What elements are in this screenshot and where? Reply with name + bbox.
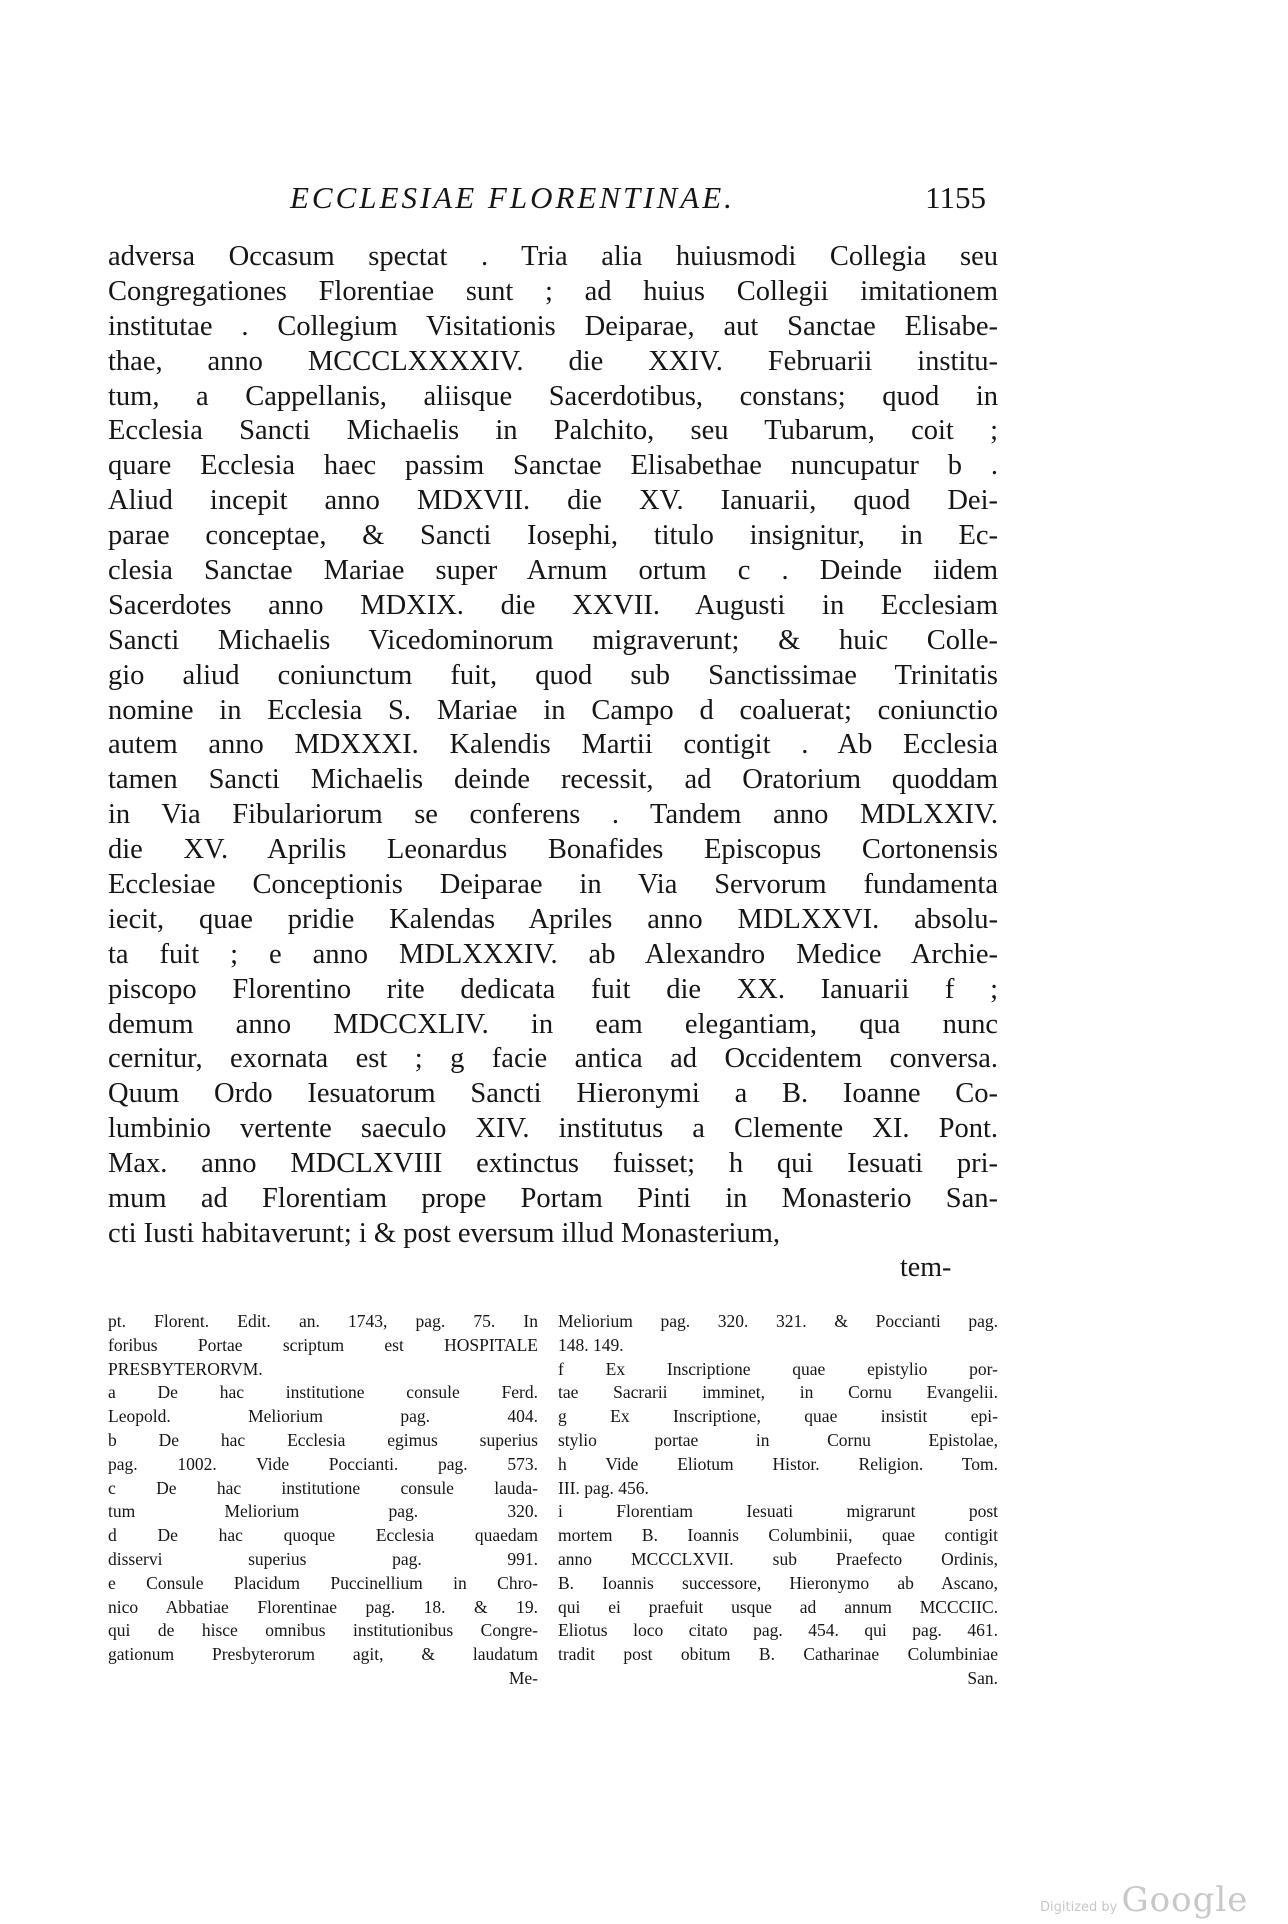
footnote-line: tradit post obitum B. Catharinae Columbiniae [558, 1644, 998, 1665]
text-line: thae, anno MCCCLXXXXIV. die XXIV. Februarii institu- [108, 345, 998, 377]
footnotes-right-column [558, 1310, 998, 1691]
text-line: quare Ecclesia haec passim Sanctae Elisabethae nuncupatur b . [108, 450, 998, 482]
text-line: piscopo Florentino rite dedicata fuit die XX. Ianuarii f ; [108, 973, 998, 1005]
text-line: parae conceptae, & Sancti Iosephi, titulo insignitur, in Ec- [108, 520, 998, 552]
footnote-line: qui de hisce omnibus institutionibus Congre- [108, 1620, 538, 1641]
footnote-line: tum Meliorium pag. 320. [108, 1501, 538, 1522]
text-line: tum, a Cappellanis, aliisque Sacerdotibus, constans; quod in [108, 380, 998, 412]
footnote-line: B. Ioannis successore, Hieronymo ab Ascano, [558, 1572, 998, 1593]
footnote-line: Eliotus loco citato pag. 454. qui pag. 461. [558, 1620, 998, 1641]
text-line: cti Iusti habitaverunt; i & post eversum illud Monasterium, [108, 1217, 781, 1249]
footnote-line: Me- [508, 1667, 538, 1688]
text-line: nomine in Ecclesia S. Mariae in Campo d coaluerat; coniunctio [108, 694, 998, 726]
text-line: clesia Sanctae Mariae super Arnum ortum c . Deinde iidem [108, 555, 998, 587]
main-text-block [108, 240, 998, 1252]
footnote-line: nico Abbatiae Florentinae pag. 18. & 19. [108, 1596, 538, 1617]
footnote-line: anno MCCCLXVII. sub Praefecto Ordinis, [558, 1548, 998, 1569]
footnote-line: foribus Portae scriptum est HOSPITALE [108, 1334, 538, 1355]
footnote-line: PRESBYTERORVM. [108, 1358, 263, 1379]
footnote-line: pag. 1002. Vide Poccianti. pag. 573. [108, 1453, 538, 1474]
digitized-watermark [1040, 1880, 1248, 1920]
footnote-line: stylio portae in Cornu Epistolae, [558, 1429, 998, 1450]
footnote-line: tae Sacrarii imminet, in Cornu Evangelii. [558, 1382, 998, 1403]
footnote-line: f Ex Inscriptione quae epistylio por- [558, 1358, 998, 1379]
text-line: mum ad Florentiam prope Portam Pinti in Monasterio San- [108, 1183, 998, 1215]
text-line: adversa Occasum spectat . Tria alia huiusmodi Collegia seu [108, 241, 998, 272]
text-line: cernitur, exornata est ; g facie antica ad Occidentem conversa. [108, 1043, 998, 1075]
footnote-line: d De hac quoque Ecclesia quaedam [108, 1525, 538, 1546]
text-line: demum anno MDCCXLIV. in eam elegantiam, qua nunc [108, 1008, 998, 1040]
text-line: Congregationes Florentiae sunt ; ad huius Collegii imitationem [108, 275, 998, 307]
footnote-line: c De hac institutione consule lauda- [108, 1477, 538, 1498]
watermark-prefix: Digitized by [1040, 1900, 1118, 1915]
text-line: in Via Fibulariorum se conferens . Tandem anno MDLXXIV. [108, 799, 998, 831]
footnote-line: h Vide Eliotum Histor. Religion. Tom. [558, 1453, 998, 1474]
text-line: Ecclesia Sancti Michaelis in Palchito, seu Tubarum, coit ; [108, 415, 998, 447]
footnote-line: 148. 149. [558, 1334, 624, 1355]
watermark-brand: Google [1121, 1880, 1249, 1920]
text-line: gio aliud coniunctum fuit, quod sub Sanctissimae Trinitatis [108, 659, 998, 691]
text-line: lumbinio vertente saeculo XIV. institutus a Clemente XI. Pont. [108, 1113, 998, 1145]
text-line: iecit, quae pridie Kalendas Apriles anno MDLXXVI. absolu- [108, 903, 998, 935]
footnote-line: qui ei praefuit usque ad annum MCCCIIC. [558, 1596, 998, 1617]
text-line: die XV. Aprilis Leonardus Bonafides Episcopus Cortonensis [108, 834, 998, 866]
text-line: Ecclesiae Conceptionis Deiparae in Via Servorum fundamenta [108, 869, 998, 901]
footnote-line: Leopold. Meliorium pag. 404. [108, 1406, 538, 1427]
text-line: Sacerdotes anno MDXIX. die XXVII. Augusti in Ecclesiam [108, 589, 998, 621]
text-line: institutae . Collegium Visitationis Deiparae, aut Sanctae Elisabe- [108, 310, 998, 342]
footnote-line: e Consule Placidum Puccinellium in Chro- [108, 1572, 538, 1593]
footnote-line: San. [967, 1667, 998, 1688]
text-line: ta fuit ; e anno MDLXXXIV. ab Alexandro Medice Archie- [108, 938, 998, 970]
text-line: Max. anno MDCLXVIII extinctus fuisset; h qui Iesuati pri- [108, 1148, 998, 1180]
text-line: Sancti Michaelis Vicedominorum migraverunt; & huic Colle- [108, 624, 998, 656]
footnotes-left-column [108, 1310, 538, 1691]
text-line: tamen Sancti Michaelis deinde recessit, ad Oratorium quoddam [108, 764, 998, 796]
footnote-line: mortem B. Ioannis Columbinii, quae contigit [558, 1525, 998, 1546]
running-head [270, 180, 986, 224]
page-number: 1155 [925, 180, 986, 215]
footnote-line: III. pag. 456. [558, 1477, 649, 1498]
footnote-line: gationum Presbyterorum agit, & laudatum [108, 1644, 538, 1665]
running-title: ECCLESIAE FLORENTINAE. [290, 180, 735, 215]
text-line: Quum Ordo Iesuatorum Sancti Hieronymi a B. Ioanne Co- [108, 1078, 998, 1110]
text-line: autem anno MDXXXI. Kalendis Martii contigit . Ab Ecclesia [108, 729, 998, 761]
text-line: Aliud incepit anno MDXVII. die XV. Ianuarii, quod Dei- [108, 485, 998, 517]
footnote-line: b De hac Ecclesia egimus superius [108, 1429, 538, 1450]
footnote-line: i Florentiam Iesuati migrarunt post [558, 1501, 998, 1522]
footnote-line: pt. Florent. Edit. an. 1743, pag. 75. In [108, 1311, 538, 1331]
footnote-line: g Ex Inscriptione, quae insistit epi- [558, 1406, 998, 1427]
footnote-line: disservi superius pag. 991. [108, 1548, 538, 1569]
catchword: tem- [900, 1252, 952, 1283]
footnote-line: Meliorium pag. 320. 321. & Poccianti pag. [558, 1311, 998, 1331]
footnote-line: a De hac institutione consule Ferd. [108, 1382, 538, 1403]
